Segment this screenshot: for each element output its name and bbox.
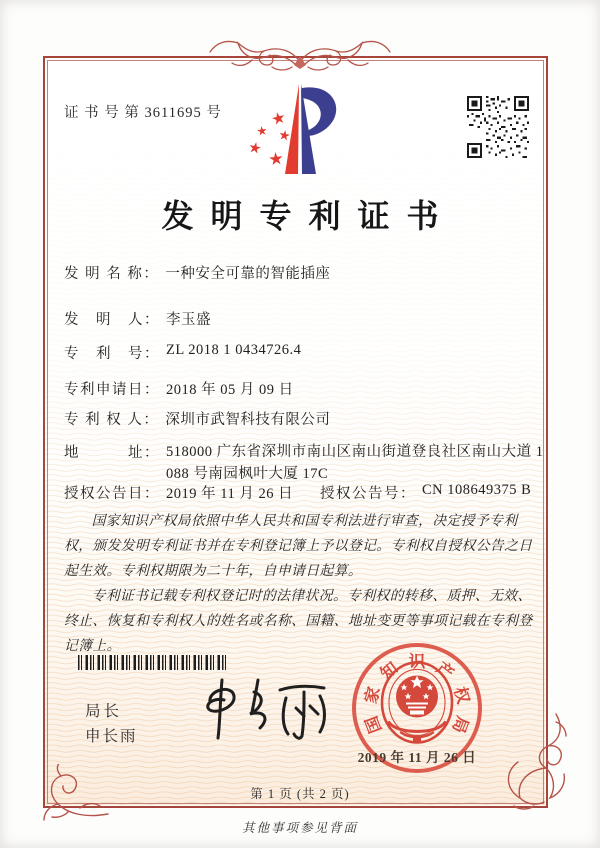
seal-char: 局 [448,713,473,736]
address-line-1: 518000 广东省深圳市南山区南山街道登良社区南山大道 1 [166,444,544,460]
seal-date: 2019 年 11 月 26 日 [357,750,477,765]
barcode [78,655,229,670]
field-label: 发 明 名 称： [64,266,160,282]
seal-char: 家 [360,684,384,706]
field-invention-name [64,262,330,283]
field-patentee [64,408,330,429]
seal-char: 权 [450,684,474,706]
field-label: 授权公告日： [64,486,160,502]
field-label: 地 址： [64,445,160,461]
legal-text [64,508,540,658]
field-label: 专利申请日： [64,382,160,398]
field-label: 专 利 权 人： [64,412,160,428]
page-number: 第 1 页 (共 2 页) [250,787,350,801]
director-signature [192,672,342,747]
body-paragraph-2: 专利证书记载专利权登记时的法律状况。专利权的转移、质押、无效、终止、恢复和专利权人的姓名或名称、国籍、地址变更等事项记载在专利登记簿上。 [64,588,533,653]
field-grant-number [320,482,531,503]
field-filing-date [64,378,294,399]
director-title: 局长 [85,703,123,720]
field-inventor [64,308,211,329]
seal-char: 国 [361,713,386,736]
qr-code [467,94,529,160]
field-address [64,441,544,485]
field-label: 专 利 号： [64,346,160,362]
field-label: 发 明 人： [64,312,160,328]
seal-char: 产 [432,658,458,684]
field-value: 深圳市武智科技有限公司 [165,412,331,428]
body-paragraph-1: 国家知识产权局依照中华人民共和国专利法进行审查，决定授予专利权，颁发发明专利证书并在专利登记簿上予以登记。专利权自授权公告之日起生效。专利权期限为二十年，自申请日起算。 [64,513,533,578]
field-value: 李玉盛 [166,312,211,328]
field-value: ZL 2018 1 0434726.4 [166,342,302,358]
certificate-title: 发明专利证书 [161,198,456,234]
national-emblem-icon [377,660,457,748]
certificate-number: 证 书 号 第 3611695 号 [64,105,222,121]
director-name: 申长雨 [85,728,138,745]
logo-p-mark-icon [243,82,355,178]
field-value: CN 108649375 B [422,482,532,498]
back-note: 其他事项参见背面 [241,821,358,835]
field-grant-date [64,482,293,503]
seal-char: 知 [376,658,402,684]
field-value: 2018 年 05 月 09 日 [166,382,294,398]
field-value [166,441,544,485]
field-patent-number [64,342,301,363]
cnipa-logo-icon [243,82,355,178]
address-line-2: 088 号南园枫叶大厦 17C [166,466,329,482]
field-value: 2019 年 11 月 26 日 [166,486,294,502]
field-value: 一种安全可靠的智能插座 [165,266,331,282]
seal-char: 识 [408,652,426,671]
field-label: 授权公告号： [320,486,416,502]
